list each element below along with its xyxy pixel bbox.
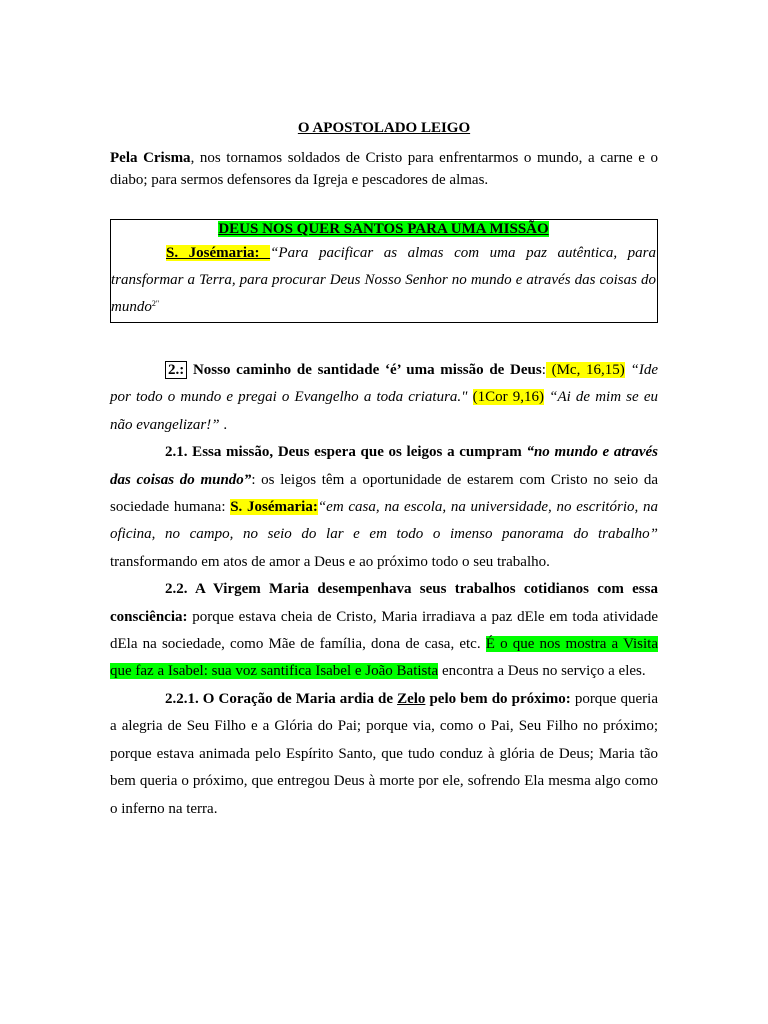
document-title: O APOSTOLADO LEIGO bbox=[297, 120, 471, 136]
mission-box bbox=[110, 219, 658, 323]
intro-paragraph bbox=[110, 147, 658, 191]
section-2-1-author: S. Josémaria: bbox=[230, 499, 318, 516]
section-2-ref1: (Mc, 16,15) bbox=[545, 362, 625, 378]
section-2-quote2: “Ai de mim se eu não evangelizar!” bbox=[110, 389, 658, 433]
section-2-1-heading-italic: “no mundo e através das coisas do mundo” bbox=[110, 444, 658, 488]
section-2-2-text2: encontra a Deus no serviço a eles. bbox=[438, 663, 646, 680]
section-2-1-quote: “em casa, na escola, na universidade, no escritório, na oficina, no campo, no seio do lar e em todo o imenso panorama do trabalho” bbox=[110, 499, 658, 543]
section-2-1-heading: 2.1. Essa missão, Deus espera que os leigos a cumpram bbox=[165, 444, 527, 461]
section-2-paragraph bbox=[110, 357, 658, 439]
mission-box-quote-text: “Para pacificar as almas com uma paz autêntica, para transformar a Terra, para procurar Deus Nosso Senhor no mundo e através das coisas do mundo bbox=[111, 245, 656, 315]
section-2-2-heading: 2.2. A Virgem Maria desempenhava seus trabalhos cotidianos com essa consciência: bbox=[110, 581, 658, 625]
mission-box-quote bbox=[111, 240, 656, 321]
section-2-1-text2: transformando em atos de amor a Deus e ao próximo todo o seu trabalho. bbox=[110, 553, 550, 570]
section-2-2-1-heading2: pelo bem do próximo: bbox=[425, 690, 571, 707]
section-2-1-text1: : os leigos têm a oportunidade de estarem com Cristo no seio da sociedade humana: bbox=[110, 471, 658, 516]
section-2-2-paragraph bbox=[110, 576, 658, 686]
section-2-end: . bbox=[219, 416, 228, 433]
mission-box-title-text: DEUS NOS QUER SANTOS PARA UMA MISSÃO bbox=[218, 221, 549, 237]
footnote-marker: 2" bbox=[151, 299, 160, 308]
section-2-2-text1: porque estava cheia de Cristo, Maria irradiava a paz dEle em toda atividade dEla na sociedade, como Mãe de família, dona de casa, etc. bbox=[110, 608, 658, 653]
section-2-2-1-heading1: 2.2.1. O Coração de Maria ardia de bbox=[165, 690, 398, 707]
section-2-quote1: “Ide por todo o mundo e pregai o Evangelho a toda criatura." bbox=[110, 362, 658, 406]
mission-box-title bbox=[111, 220, 656, 239]
section-2-heading: Nosso caminho de santidade ‘é’ uma missão de Deus bbox=[187, 362, 542, 378]
section-2-ref2: (1Cor 9,16) bbox=[472, 389, 544, 406]
section-2-2-1-heading-zelo: Zelo bbox=[397, 690, 426, 707]
section-2 bbox=[110, 357, 658, 823]
intro-text: , nos tornamos soldados de Cristo para enfrentarmos o mundo, a carne e o diabo; para sermos defensores da Igreja e pescadores de almas. bbox=[110, 150, 658, 188]
section-2-1-paragraph bbox=[110, 439, 658, 576]
mission-box-author: S. Josémaria: bbox=[166, 245, 271, 261]
document-content bbox=[110, 118, 658, 823]
section-2-number: 2.: bbox=[165, 361, 187, 379]
section-2-2-1-paragraph bbox=[110, 686, 658, 823]
section-2-colon: : bbox=[541, 362, 546, 378]
section-2-2-1-text: porque queria a alegria de Seu Filho e a Glória do Pai; porque via, como o Pai, Seu Filho no próximo; porque estava animada pelo Espírito Santo, que tudo conduz à glória de Deus; Maria tão bem queria o próximo, que entregou Deus à morte por ele, sofrendo Ela mesma algo como o inferno na terra. bbox=[110, 690, 658, 817]
intro-bold: Pela Crisma bbox=[110, 150, 191, 166]
section-2-2-highlight: É o que nos mostra a Visita que faz a Isabel: sua voz santifica Isabel e João Batista bbox=[110, 636, 658, 680]
